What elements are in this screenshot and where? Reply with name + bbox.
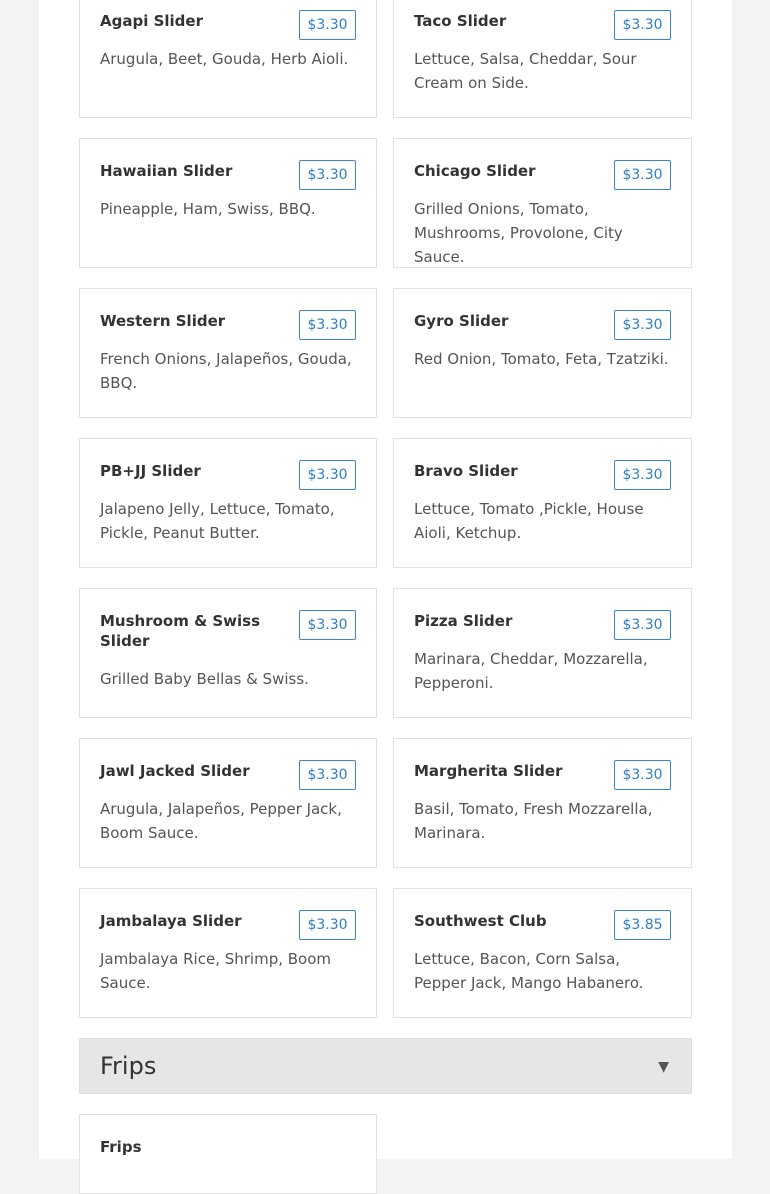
menu-item-name: Pizza Slider (414, 612, 513, 630)
menu-item-name: Agapi Slider (100, 12, 203, 30)
menu-item-card[interactable] (393, 438, 692, 568)
menu-item-card[interactable] (79, 288, 377, 418)
menu-item-name: Bravo Slider (414, 462, 518, 480)
menu-item-card[interactable] (393, 138, 692, 268)
menu-item-description: Red Onion, Tomato, Feta, Tzatziki. (414, 350, 669, 368)
menu-item-price-button[interactable]: $3.30 (614, 160, 671, 190)
menu-item-price-button[interactable]: $3.30 (614, 10, 671, 40)
menu-item-description: Grilled Baby Bellas & Swiss. (100, 670, 309, 688)
menu-item-description: Lettuce, Salsa, Cheddar, Sour Cream on Side. (414, 50, 637, 92)
menu-item-price-button[interactable]: $3.30 (614, 460, 671, 490)
menu-item-price-button[interactable]: $3.30 (614, 760, 671, 790)
chevron-down-icon[interactable]: ▼ (658, 1059, 669, 1075)
menu-item-name: Jambalaya Slider (100, 912, 242, 930)
menu-item-card[interactable] (79, 888, 377, 1018)
menu-item-card[interactable] (393, 288, 692, 418)
menu-item-description: Marinara, Cheddar, Mozzarella, Pepperoni. (414, 650, 648, 692)
menu-item-card[interactable] (393, 0, 692, 118)
menu-item-name: Jawl Jacked Slider (100, 762, 250, 780)
menu-item-card[interactable] (393, 588, 692, 718)
menu-item-card[interactable] (79, 1114, 377, 1194)
menu-item-grid (79, 0, 692, 1018)
menu-item-price-button[interactable]: $3.30 (299, 610, 356, 640)
menu-item-card[interactable] (79, 0, 377, 118)
menu-item-description: Jambalaya Rice, Shrimp, Boom Sauce. (100, 950, 332, 992)
menu-item-description: Lettuce, Bacon, Corn Salsa, Pepper Jack, Mango Habanero. (414, 950, 644, 992)
menu-item-name: Western Slider (100, 312, 226, 330)
menu-item-price-button[interactable]: $3.30 (614, 310, 671, 340)
menu-item-description: Arugula, Beet, Gouda, Herb Aioli. (100, 50, 349, 68)
menu-item-card[interactable] (79, 588, 377, 718)
menu-item-card[interactable] (393, 888, 692, 1018)
menu-item-name: Hawaiian Slider (100, 162, 233, 180)
menu-item-card[interactable] (79, 438, 377, 568)
menu-item-name: Southwest Club (414, 912, 547, 930)
menu-item-description: Lettuce, Tomato ,Pickle, House Aioli, Ketchup. (414, 500, 644, 542)
menu-item-card[interactable] (79, 138, 377, 268)
menu-item-description: Basil, Tomato, Fresh Mozzarella, Marinara. (414, 800, 653, 842)
menu-item-name: Chicago Slider (414, 162, 536, 180)
menu-item-name: PB+JJ Slider (100, 462, 201, 480)
menu-item-description: Grilled Onions, Tomato, Mushrooms, Provolone, City Sauce. (414, 200, 623, 266)
menu-item-price-button[interactable]: $3.30 (614, 610, 671, 640)
menu-item-price-button[interactable]: $3.30 (299, 310, 356, 340)
menu-item-name: Taco Slider (414, 12, 507, 30)
menu-item-description: Jalapeno Jelly, Lettuce, Tomato, Pickle, Peanut Butter. (100, 500, 335, 542)
menu-item-price-button[interactable]: $3.30 (299, 910, 356, 940)
menu-item-name: Gyro Slider (414, 312, 509, 330)
menu-item-card[interactable] (79, 738, 377, 868)
menu-item-price-button[interactable]: $3.30 (299, 460, 356, 490)
section-title: Frips (100, 1052, 157, 1080)
menu-item-description: French Onions, Jalapeños, Gouda, BBQ. (100, 350, 352, 392)
menu-item-name: Margherita Slider (414, 762, 563, 780)
menu-item-description: Pineapple, Ham, Swiss, BBQ. (100, 200, 316, 218)
menu-item-price-button[interactable]: $3.30 (299, 10, 356, 40)
section-header-frips[interactable] (79, 1038, 692, 1094)
menu-item-card[interactable] (393, 738, 692, 868)
menu-item-price-button[interactable]: $3.30 (299, 160, 356, 190)
menu-item-description: Arugula, Jalapeños, Pepper Jack, Boom Sauce. (100, 800, 342, 842)
menu-item-name: Mushroom & Swiss Slider (100, 612, 261, 650)
menu-item-name: Frips (100, 1138, 142, 1156)
menu-item-price-button[interactable]: $3.30 (299, 760, 356, 790)
menu-item-price-button[interactable]: $3.85 (614, 910, 671, 940)
menu-page (39, 0, 732, 1159)
